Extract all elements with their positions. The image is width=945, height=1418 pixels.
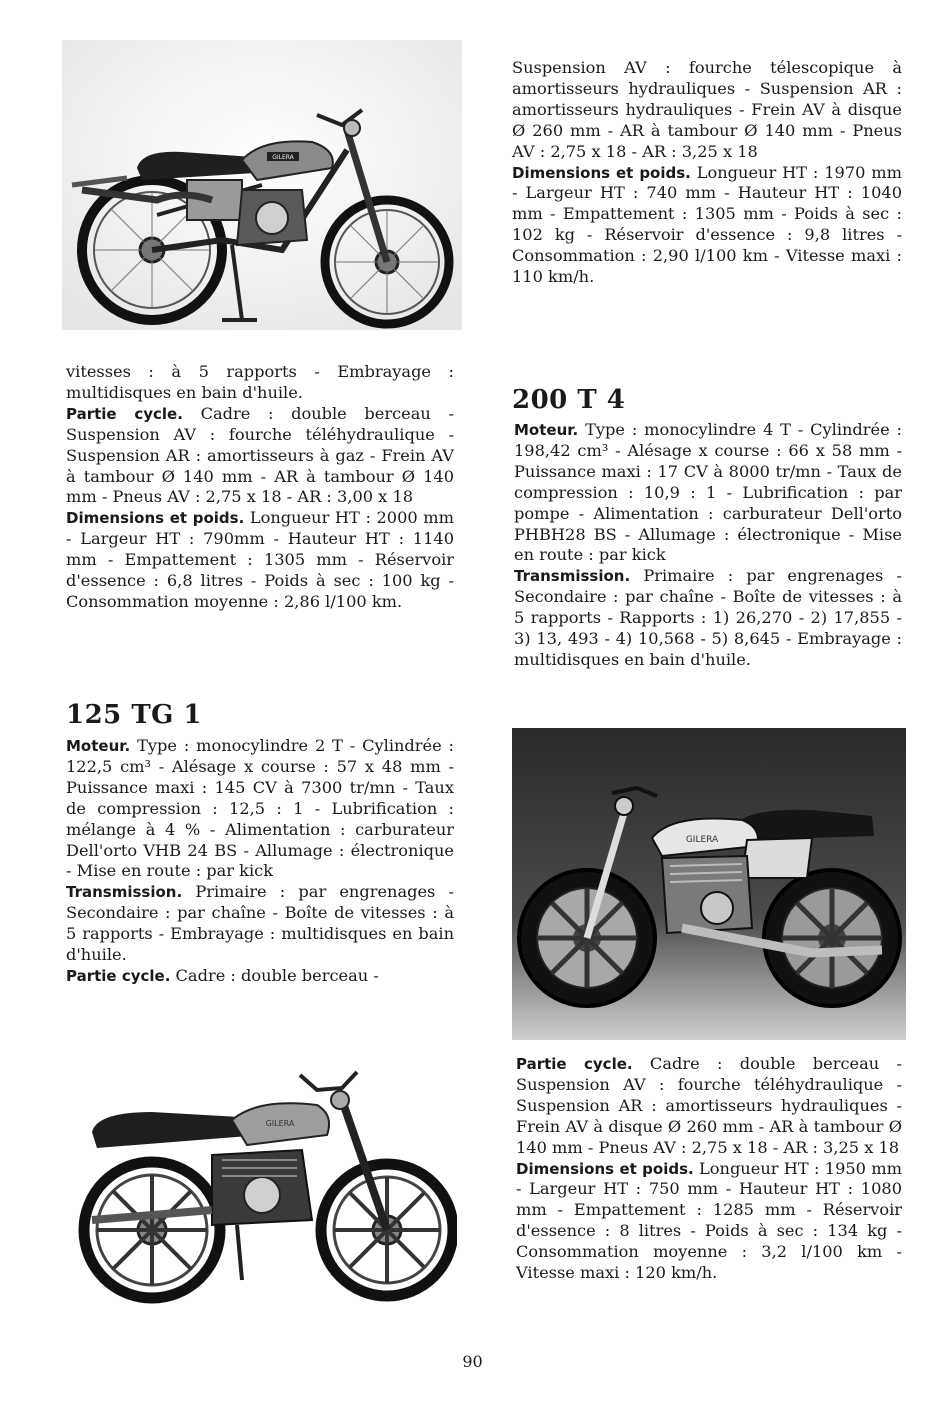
paragraph — [514, 420, 902, 566]
section-label: Partie cycle. — [66, 404, 183, 423]
paragraph-text: Primaire : par engrenages - Secondaire : par chaîne - Boîte de vitesses : à 5 rapports - Rapports : 1) 26,270 - 2) 17,855 - 3) 13, 493 - 4) 10,568 - 5) 8,645 - Embrayage : multidisques en bain d'huile. — [514, 566, 902, 669]
right-column-bottom-text — [516, 1054, 902, 1284]
section-label: Transmission. — [66, 883, 183, 902]
paragraph-text: Cadre : double berceau - — [170, 965, 379, 985]
section-label: Moteur. — [66, 737, 131, 755]
model-heading-125-tg1: 125 TG 1 — [66, 700, 203, 730]
paragraph-text: Type : monocylindre 2 T - Cylindrée : 122,5 cm³ - Alésage x course : 57 x 48 mm - Puissance maxi : 145 CV à 7300 tr/mn - Taux de compression : 12,5 : 1 - Lubrification : mélange à 4 % - Alimentation : carburateur Dell'orto VHB 24 BS - Allumage : électronique - Mise en route : par kick — [66, 736, 454, 881]
paragraph — [512, 163, 902, 288]
section-label: Dimensions et poids. — [516, 1159, 694, 1178]
paragraph — [516, 1054, 902, 1159]
road-motorcycle-photo-right — [512, 728, 906, 1040]
paragraph-text: Primaire : par engrenages - Secondaire : par chaîne - Boîte de vitesses : à 5 rapports - Embrayage : multidisques en bain d'huile. — [66, 882, 454, 965]
model-heading-200-t4: 200 T 4 — [512, 385, 626, 415]
section-label: Dimensions et poids. — [512, 163, 691, 182]
right-column-top-text — [512, 58, 902, 288]
paragraph-text: Cadre : double berceau - Suspension AV : fourche téléhydraulique - Suspension AR : amortisseurs hydrauliques - Frein AV à disque Ø 260 mm - AR à tambour Ø 140 mm - Pneus AV : 2,75 x 18 - AR : 3,25 x 18 — [516, 1054, 902, 1157]
paragraph — [514, 566, 902, 671]
section-label: Transmission. — [514, 567, 631, 586]
t4-specs — [514, 420, 902, 671]
tg1-specs — [66, 736, 454, 987]
section-label: Dimensions et poids. — [66, 509, 245, 528]
tank-brand: GILERA — [265, 1119, 295, 1128]
left-column-top-text — [66, 362, 454, 613]
paragraph — [516, 1159, 902, 1284]
paragraph — [512, 58, 902, 163]
paragraph-text: Suspension AV : fourche télescopique à amortisseurs hydrauliques - Suspension AR : amortisseurs hydrauliques - Frein AV à disque Ø 260 mm - AR à tambour Ø 140 mm - Pneus AV : 2,75 x 18 - AR : 3,25 x 18 — [512, 58, 902, 161]
paragraph — [66, 508, 454, 613]
paragraph-text: Longueur HT : 1970 mm - Largeur HT : 740 mm - Hauteur HT : 1040 mm - Empattement : 1305 mm - Poids à sec : 102 kg - Réservoir d'essence : 9,8 litres - Consommation : 2,90 l/100 km - Vitesse maxi : 110 km/h. — [512, 162, 902, 287]
tank-brand: GILERA — [685, 835, 719, 845]
section-label: Partie cycle. — [66, 966, 171, 985]
paragraph — [66, 966, 454, 987]
paragraph — [66, 882, 454, 966]
paragraph-text: Cadre : double berceau - Suspension AV : fourche téléhydraulique - Suspension AR : amortisseurs à gaz - Frein AV à tambour Ø 140 mm - AR à tambour Ø 140 mm - Pneus AV : 2,75 x 18 - AR : 3,00 x 18 — [66, 403, 454, 507]
paragraph-text: vitesses : à 5 rapports - Embrayage : multidisques en bain d'huile. — [66, 362, 454, 402]
road-motorcycle-photo-left — [72, 1060, 457, 1305]
page-number: 90 — [462, 1352, 483, 1371]
paragraph — [66, 736, 454, 882]
paragraph — [66, 404, 454, 509]
paragraph — [66, 362, 454, 404]
paragraph-text: Longueur HT : 1950 mm - Largeur HT : 750 mm - Hauteur HT : 1080 mm - Empattement : 1285 mm - Réservoir d'essence : 8 litres - Poids à sec : 134 kg - Consommation moyenne : 3,2 l/100 km - Vitesse maxi : 120 km/h. — [516, 1158, 902, 1283]
trail-motorcycle-photo — [62, 40, 462, 330]
paragraph-text: Longueur HT : 2000 mm - Largeur HT : 790mm - Hauteur HT : 1140 mm - Empattement : 1305 mm - Réservoir d'essence : 6,8 litres - Poids à sec : 100 kg - Consommation moyenne : 2,86 l/100 km. — [66, 508, 454, 611]
tank-brand: GILERA — [272, 154, 294, 161]
paragraph-text: Type : monocylindre 4 T - Cylindrée : 198,42 cm³ - Alésage x course : 66 x 58 mm - Puissance maxi : 17 CV à 8000 tr/mn - Taux de compression : 10,9 : 1 - Lubrification : par pompe - Alimentation : carburateur Dell'orto PHBH28 BS - Allumage : électronique - Mise en route : par kick — [514, 420, 902, 565]
section-label: Moteur. — [514, 421, 579, 439]
section-label: Partie cycle. — [516, 1055, 633, 1073]
